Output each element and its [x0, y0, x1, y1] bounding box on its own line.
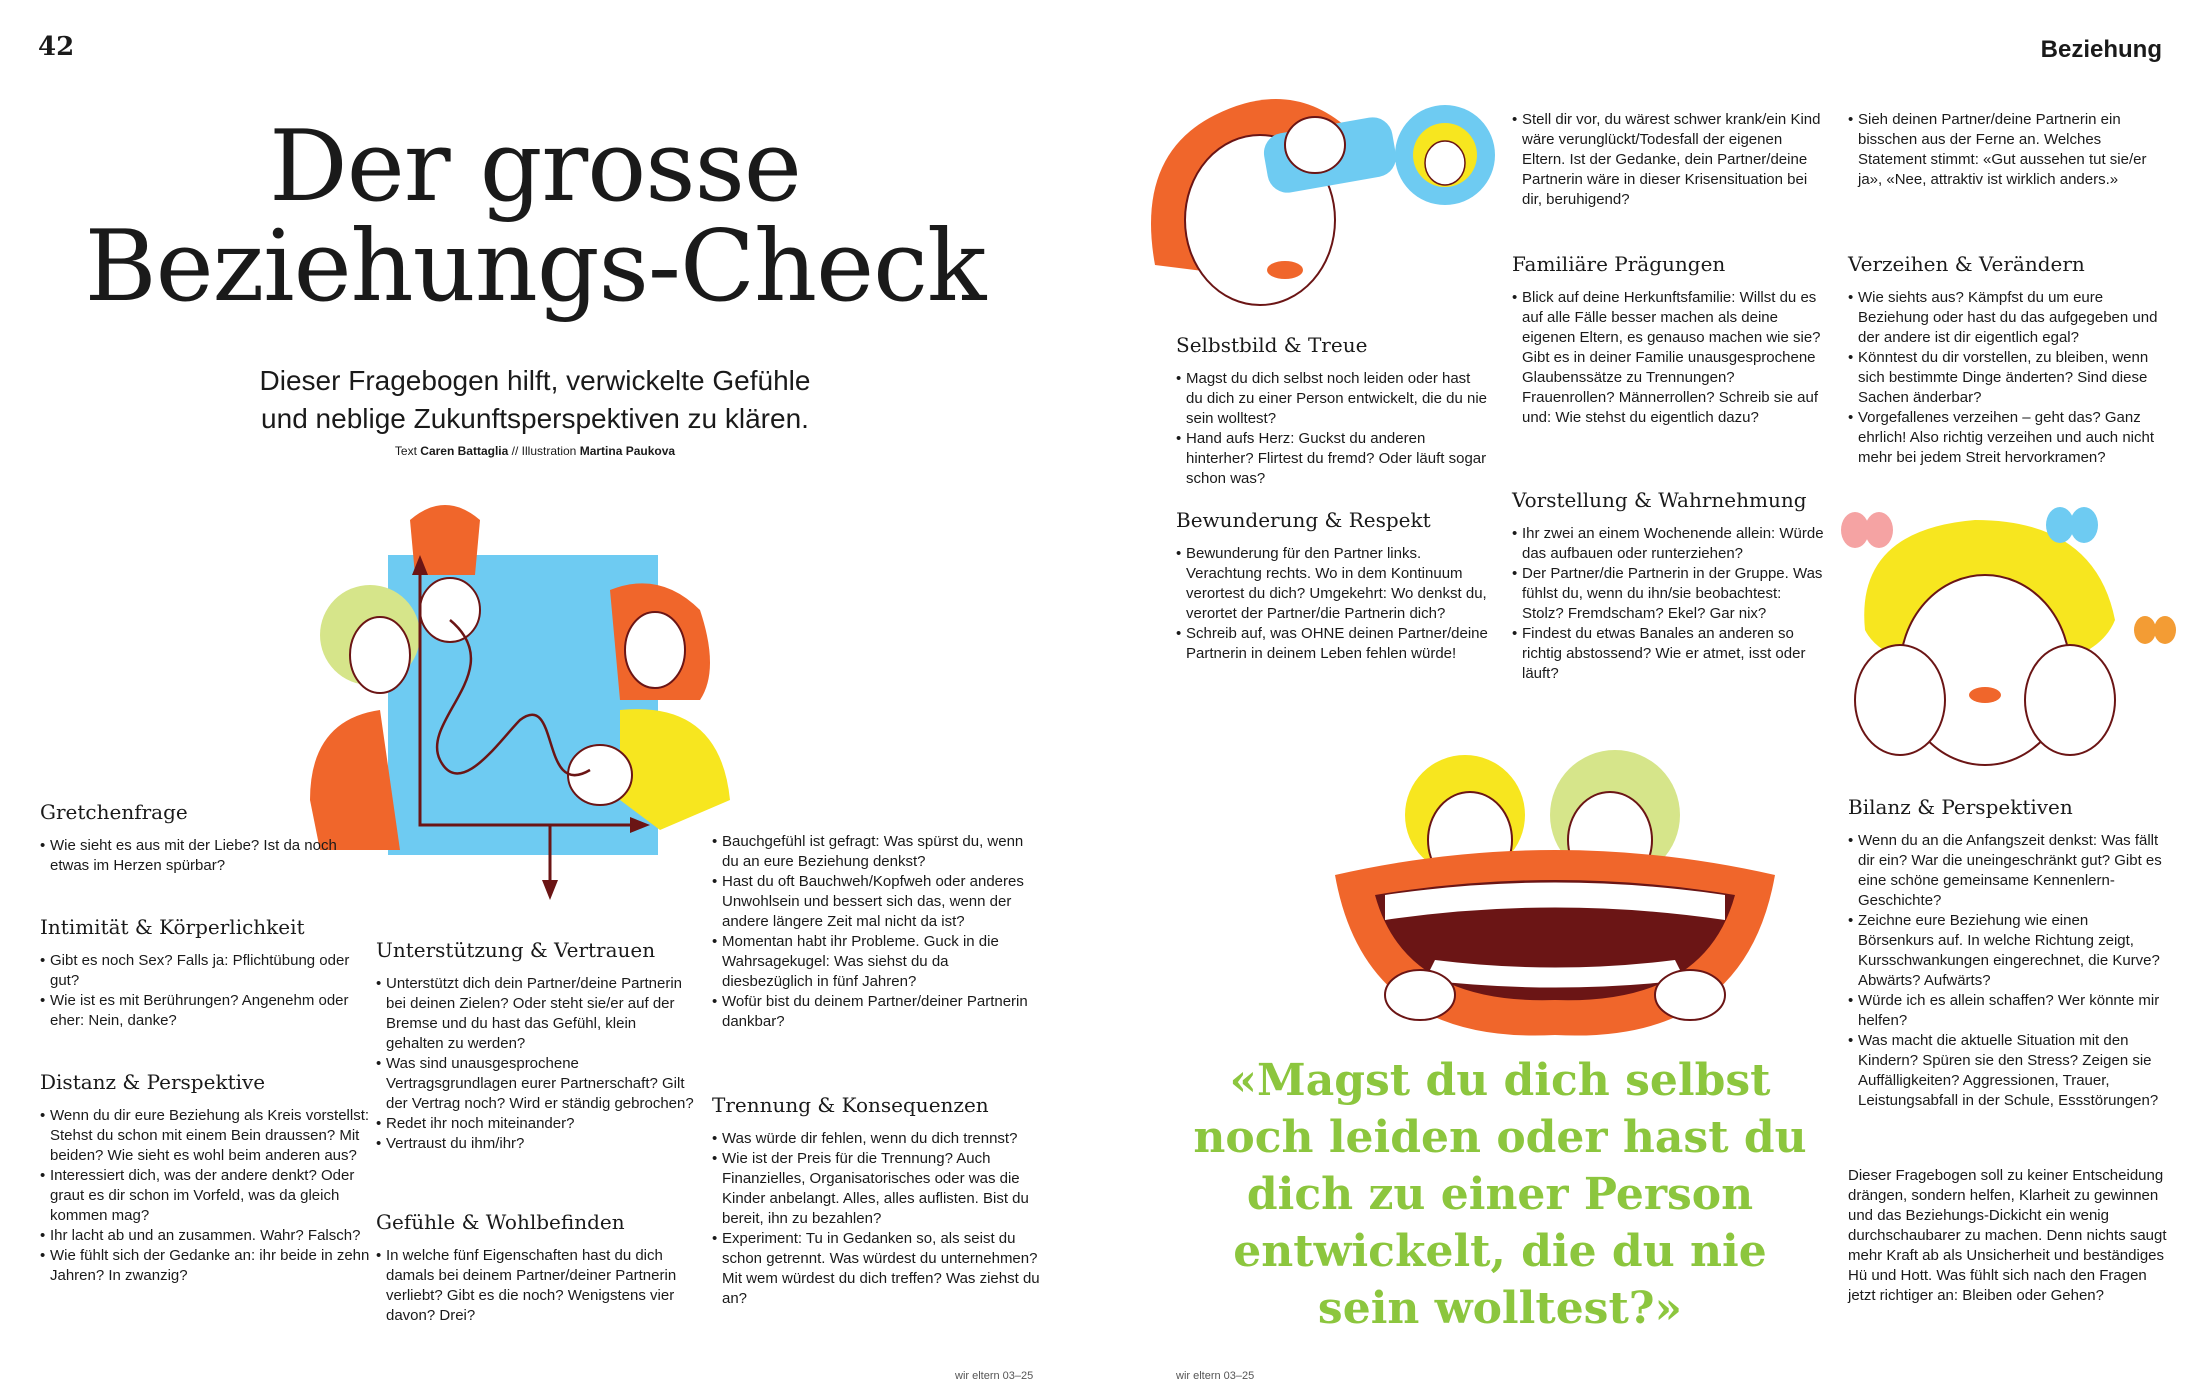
section-heading: Vorstellung & Wahrnehmung [1512, 488, 1807, 512]
subtitle-line-2: und neblige Zukunftsperspektiven zu klären. [261, 402, 809, 434]
section-krise [1512, 110, 1827, 210]
question-item: • Wofür bist du deinem Partner/deiner Partnerin dankbar? [712, 992, 1042, 1032]
question-item: • Wie siehts aus? Kämpfst du um eure Beziehung oder hast du das aufgegeben und der andere ist dir eigentlich egal? [1848, 288, 2168, 348]
question-item: • Schreib auf, was OHNE deinen Partner/deine Partnerin in deinem Leben fehlen würde! [1176, 624, 1491, 664]
section-bilanz [1848, 795, 2168, 1111]
question-list [712, 1129, 1042, 1309]
question-item: • Was würde dir fehlen, wenn du dich trennst? [712, 1129, 1042, 1149]
credits-illustrator: Martina Paukova [579, 444, 676, 458]
question-item: • Wie sieht es aus mit der Liebe? Ist da noch etwas im Herzen spürbar? [40, 836, 370, 876]
butterfly-blue-icon [2046, 507, 2098, 543]
question-item: • Findest du etwas Banales an anderen so richtig abstossend? Wie er atmet, isst oder läuft? [1512, 624, 1827, 684]
illustration-tangled-couple [300, 500, 780, 920]
pull-quote: «Magst du dich selbst noch leiden oder hast du dich zu einer Person entwickelt, die du nie sein wolltest?» [1193, 1055, 1807, 1334]
subtitle-line-1: Dieser Fragebogen hilft, verwickelte Gefühle [259, 365, 811, 396]
question-item: • Blick auf deine Herkunftsfamilie: Willst du es auf alle Fälle besser machen als deine eigenen Eltern, es genauso machen wie sie? Gibt es in deiner Familie unausgesprochene Glaubenssätze zu Trennungen? Frauenrollen? Männerrollen? Schreib sie auf und: Wie stehst du eigentlich dazu? [1512, 288, 1827, 428]
section-verzeihen [1848, 252, 2168, 468]
section-heading: Bilanz & Perspektiven [1848, 795, 2073, 819]
section-vorstellung [1512, 488, 1827, 684]
section-gretchenfrage [40, 800, 370, 876]
question-item: • Hast du oft Bauchweh/Kopfweh oder anderes Unwohlsein und bessert sich das, wenn der andere längere Zeit mal nicht da ist? [712, 872, 1042, 932]
section-distanz [40, 1070, 370, 1286]
woman-blonde-lips [1969, 687, 2001, 703]
question-item: • Vorgefallenes verzeihen – geht das? Ganz ehrlich! Also richtig verzeihen und auch nicht mehr bei jedem Streit hervorkramen? [1848, 408, 2168, 468]
section-trennung [712, 1093, 1042, 1309]
woman-hand [1285, 117, 1345, 173]
question-item: • Sieh deinen Partner/deine Partnerin ein bisschen aus der Ferne an. Welches Statement stimmt: «Gut aussehen tut sie/er ja», «Nee, attraktiv ist wirklich anders.» [1848, 110, 2168, 190]
section-gefuehle [376, 1210, 696, 1326]
footer-right: wir eltern 03–25 [1176, 1370, 1255, 1382]
question-item: • Wie ist es mit Berührungen? Angenehm oder eher: Nein, danke? [40, 991, 370, 1031]
question-list [1176, 369, 1491, 489]
credits-separator: // Illustration [511, 444, 577, 458]
hand-left [1855, 645, 1945, 755]
question-item: • Stell dir vor, du wärest schwer krank/ein Kind wäre verunglückt/Todesfall der eigenen Eltern. Ist der Gedanke, dein Partner/deine Partnerin wäre in dieser Krisensituation bei dir, beruhigend? [1512, 110, 1827, 210]
question-item: • Ihr zwei an einem Wochenende allein: Würde das aufbauen oder runterziehen? [1512, 524, 1827, 564]
question-item: • Redet ihr noch miteinander? [376, 1114, 696, 1134]
question-list [1512, 524, 1827, 684]
lens-face [1425, 141, 1465, 185]
section-heading: Bewunderung & Respekt [1176, 508, 1431, 532]
section-selbstbild [1176, 333, 1491, 489]
illustration-big-mouth-couple [1325, 745, 1785, 1045]
credits [0, 444, 1070, 458]
section-bauchgefuehl [712, 832, 1042, 1032]
hand-holding-left [1385, 970, 1455, 1020]
question-item: • Bauchgefühl ist gefragt: Was spürst du, wenn du an eure Beziehung denkst? [712, 832, 1042, 872]
question-list [376, 974, 696, 1154]
question-item: • Experiment: Tu in Gedanken so, als seist du schon getrennt. Was würdest du unternehmen? Mit wem würdest du dich treffen? Was ziehst du an? [712, 1229, 1042, 1309]
section-heading: Gefühle & Wohlbefinden [376, 1210, 625, 1234]
butterfly-pink-icon [1841, 512, 1893, 548]
question-item: • Magst du dich selbst noch leiden oder hast du dich zu einer Person entwickelt, die du nie sein wolltest? [1176, 369, 1491, 429]
question-list [1512, 110, 1827, 210]
butterfly-orange-icon [2134, 616, 2176, 644]
closing-paragraph [1848, 1166, 2168, 1306]
question-item: • Gibt es noch Sex? Falls ja: Pflichtübung oder gut? [40, 951, 370, 991]
person-right-face [625, 612, 685, 688]
question-list [1848, 831, 2168, 1111]
page-number: 42 [38, 32, 75, 62]
question-item: • Wenn du an die Anfangszeit denkst: Was fällt dir ein? War die uneingeschränkt gut? Gibt es eine schöne gemeinsame Kennenlern-Geschichte? [1848, 831, 2168, 911]
question-list [40, 1106, 370, 1286]
question-list [1176, 544, 1491, 664]
question-item: • Wie ist der Preis für die Trennung? Auch Finanzielles, Organisatorisches oder was die Kinder anbelangt. Alles, alles auflisten. Bist du bereit, ihn zu bezahlen? [712, 1149, 1042, 1229]
illustration-butterfly-woman [1845, 500, 2185, 780]
question-item: • Unterstützt dich dein Partner/deine Partnerin bei deinen Zielen? Oder steht sie/er auf der Bremse und du hast das Gefühl, klein gehalten zu werden? [376, 974, 696, 1054]
question-item: • Zeichne eure Beziehung wie einen Börsenkurs auf. In welche Richtung zeigt, Kursschwankungen eingerechnet, die Kurve? Abwärts? Aufwärts? [1848, 911, 2168, 991]
question-list [40, 951, 370, 1031]
question-item: • Momentan habt ihr Probleme. Guck in die Wahrsagekugel: Was siehst du da diesbezüglich in fünf Jahren? [712, 932, 1042, 992]
article-subtitle [0, 362, 1070, 438]
question-list [1848, 110, 2168, 190]
question-item: • Vertraust du ihm/ihr? [376, 1134, 696, 1154]
top-hand [420, 578, 480, 642]
question-item: • Der Partner/die Partnerin in der Gruppe. Was fühlst du, wenn du ihn/sie beobachtest: Stolz? Fremdscham? Ekel? Gar nix? [1512, 564, 1827, 624]
hand-right [2025, 645, 2115, 755]
closing-text: Dieser Fragebogen soll zu keiner Entscheidung drängen, sondern helfen, Klarheit zu gewinnen und das Beziehungs-Dickicht ein wenig durchschaubarer zu machen. Denn nichts saugt mehr Kraft ab als Unsicherheit und beständiges Hü und Hott. Was fühlt sich nach den Fragen jetzt richtiger an: Bleiben oder Gehen? [1848, 1167, 2167, 1304]
question-item: • Hand aufs Herz: Guckst du anderen hinterher? Flirtest du fremd? Oder läuft sogar schon was? [1176, 429, 1491, 489]
section-ferne [1848, 110, 2168, 190]
section-familiaere [1512, 252, 1827, 428]
question-list [1848, 288, 2168, 468]
woman-lips [1267, 261, 1303, 279]
section-heading: Familiäre Prägungen [1512, 252, 1726, 276]
question-item: • Wenn du dir eure Beziehung als Kreis vorstellst: Stehst du schon mit einem Bein draussen? Mit beiden? Wie sieht es wohl beim anderen aus? [40, 1106, 370, 1166]
question-list [40, 836, 370, 876]
question-item: • Was macht die aktuelle Situation mit den Kindern? Spüren sie den Stress? Zeigen sie Auffälligkeiten? Aggressionen, Trauer, Leistungsabfall in der Schule, Essstörungen? [1848, 1031, 2168, 1111]
section-unterstuetzung [376, 938, 696, 1154]
section-intimitaet [40, 915, 370, 1031]
title-line-1: Der grosse [269, 110, 801, 224]
section-heading: Unterstützung & Vertrauen [376, 938, 656, 962]
question-list [376, 1246, 696, 1326]
section-heading: Selbstbild & Treue [1176, 333, 1368, 357]
question-item: • In welche fünf Eigenschaften hast du dich damals bei deinem Partner/deiner Partnerin verliebt? Gibt es die noch? Wenigstens vier davon? Drei? [376, 1246, 696, 1326]
person-right-body [620, 709, 730, 830]
question-item: • Ihr lacht ab und an zusammen. Wahr? Falsch? [40, 1226, 370, 1246]
section-heading: Intimität & Körperlichkeit [40, 915, 305, 939]
title-line-2: Beziehungs-Check [84, 209, 986, 324]
question-list [1512, 288, 1827, 428]
question-item: • Bewunderung für den Partner links. Verachtung rechts. Wo in dem Kontinuum verortest du dich? Umgekehrt: Wo denkst du, verortet der Partner/die Partnerin dich? [1176, 544, 1491, 624]
section-heading: Verzeihen & Verändern [1848, 252, 2085, 276]
section-heading: Trennung & Konsequenzen [712, 1093, 989, 1117]
person-left-face [350, 617, 410, 693]
section-heading: Distanz & Perspektive [40, 1070, 266, 1094]
credits-text-label: Text [394, 444, 417, 458]
question-item: • Würde ich es allein schaffen? Wer könnte mir helfen? [1848, 991, 2168, 1031]
section-bewunderung [1176, 508, 1491, 664]
question-item: • Interessiert dich, was der andere denkt? Oder graut es dir schon im Vorfeld, was da gleich kommen mag? [40, 1166, 370, 1226]
hand-holding-right [1655, 970, 1725, 1020]
question-item: • Was sind unausgesprochene Vertragsgrundlagen eurer Partnerschaft? Gilt der Vertrag noch? Wird er ständig gebrochen? [376, 1054, 696, 1114]
question-item: • Könntest du dir vorstellen, zu bleiben, wenn sich bestimmte Dinge änderten? Sind diese Sachen änderbar? [1848, 348, 2168, 408]
question-list [712, 832, 1042, 1032]
credits-author: Caren Battaglia [420, 444, 509, 458]
question-item: • Wie fühlt sich der Gedanke an: ihr beide in zehn Jahren? In zwanzig? [40, 1246, 370, 1286]
illustration-telescope-woman [1135, 75, 1495, 325]
footer-left: wir eltern 03–25 [955, 1370, 1034, 1382]
section-rubric: Beziehung [2040, 36, 2162, 63]
article-title [0, 110, 1070, 324]
section-heading: Gretchenfrage [40, 800, 188, 824]
